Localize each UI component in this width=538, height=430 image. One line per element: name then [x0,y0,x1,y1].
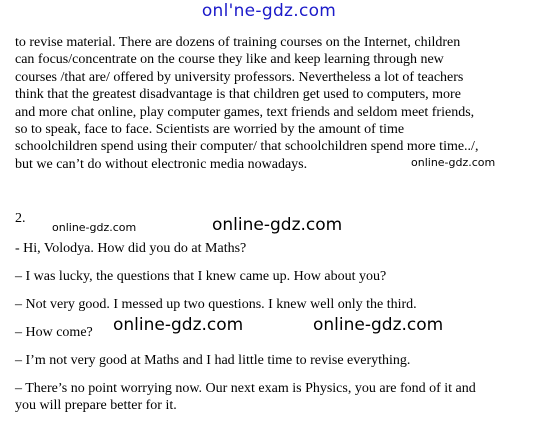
dialogue-line-not-good: – Not very good. I messed up two questions. I knew well only the third. [15,297,417,312]
paragraph-line: can focus/concentrate on the course they like and keep learning through new [15,52,444,68]
paragraph-line: to revise material. There are dozens of training courses on the Internet, children [15,35,461,50]
paragraph-line: but we can’t do without electronic media nowadays. [15,156,308,172]
paragraph-line: think that the greatest disadvantage is that children get used to computers, more [15,87,461,103]
dialogue-line-physics-a: – There’s no point worrying now. Our next exam is Physics, you are fond of it and [15,381,476,396]
watermark-how-come-right: online-gdz.com [313,315,444,335]
paragraph-text [15,34,530,173]
watermark-paragraph-end: online-gdz.com [411,156,496,169]
paragraph-line: so to speak, face to face. Scientists are worried by the amount of time [15,122,405,138]
dialogue-line-greeting: - Hi, Volodya. How did you do at Maths? [15,241,247,256]
watermark-how-come-left: online-gdz.com [113,315,244,335]
paragraph-line: courses /that are/ offered by university professors. Nevertheless a lot of teachers [15,69,464,85]
dialogue-line-maths: – I’m not very good at Maths and I had little time to revise everything. [15,353,411,368]
watermark-large: online-gdz.com [212,215,343,235]
section-number: 2. [15,211,26,226]
dialogue-line-physics-b: you will prepare better for it. [15,398,177,413]
dialogue-line-physics [15,380,476,414]
paragraph-line: and more chat online, play computer games, text friends and seldom meet friends, [15,104,475,120]
dialogue-line-how-come: – How come? [15,325,93,340]
watermark-header: onl'ne-gdz.com [201,1,337,21]
watermark-small: online-gdz.com [52,221,137,234]
paragraph-line: schoolchildren spend using their computer/ that schoolchildren spend more time../, [15,139,479,155]
dialogue-line-lucky: – I was lucky, the questions that I knew came up. How about you? [15,269,387,284]
